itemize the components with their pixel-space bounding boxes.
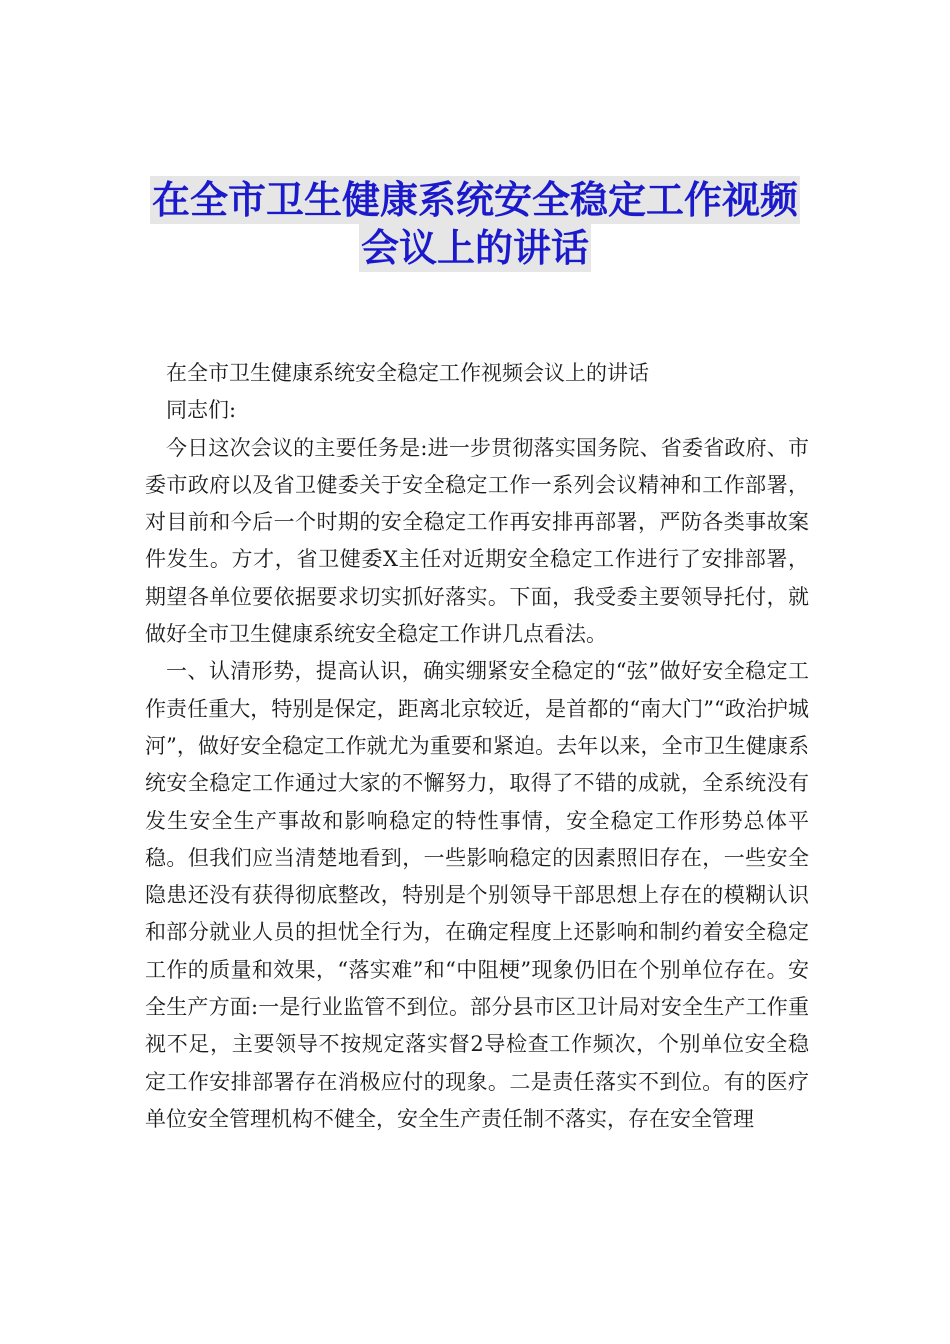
paragraph-section-one: 一、认清形势，提高认识，确实绷紧安全稳定的“弦”做好安全稳定工作责任重大，特别是保定，距离北京较近，是首都的“南大门”“政治护城河”，做好安全稳定工作就尤为重要和紧迫。去年以来，全市卫生健康系统安全稳定工作通过大家的不懈努力，取得了不错的成就，全系统没有发生安全生产事故和影响稳定的特性事情，安全稳定工作形势总体平稳。但我们应当清楚地看到，一些影响稳定的因素照旧存在，一些安全隐患还没有获得彻底整改，特别是个别领导干部思想上存在的模糊认识和部分就业人员的担忧全行为，在确定程度上还影响和制约着安全稳定工作的质量和效果，“落实难”和“中阻梗”现象仍旧在个别单位存在。安全生产方面:一是行业监管不到位。部分县市区卫计局对安全生产工作重视不足，主要领导不按规定落实督2导检查工作频次，个别单位安全稳定工作安排部署存在消极应付的现象。二是责任落实不到位。有的医疗单位安全管理机构不健全，安全生产责任制不落实，存在安全管理 xyxy=(145,659,809,1131)
title-line-1: 在全市卫生健康系统安全稳定工作视频 xyxy=(151,178,798,222)
title-line-2: 会议上的讲话 xyxy=(360,226,589,270)
paragraph-subtitle: 在全市卫生健康系统安全稳定工作视频会议上的讲话 xyxy=(166,361,649,385)
document-title xyxy=(0,176,950,272)
paragraph-intro: 今日这次会议的主要任务是:进一步贯彻落实国务院、省委省政府、市委市政府以及省卫健委关于安全稳定工作一系列会议精神和工作部署，对目前和今后一个时期的安全稳定工作再安排再部署，严防各类事故案件发生。方才，省卫健委X主任对近期安全稳定工作进行了安排部署，期望各单位要依据要求切实抓好落实。下面，我受委主要领导托付，就做好全市卫生健康系统安全稳定工作讲几点看法。 xyxy=(145,435,809,647)
paragraph-salutation: 同志们: xyxy=(166,398,237,423)
document-body xyxy=(145,355,809,1138)
